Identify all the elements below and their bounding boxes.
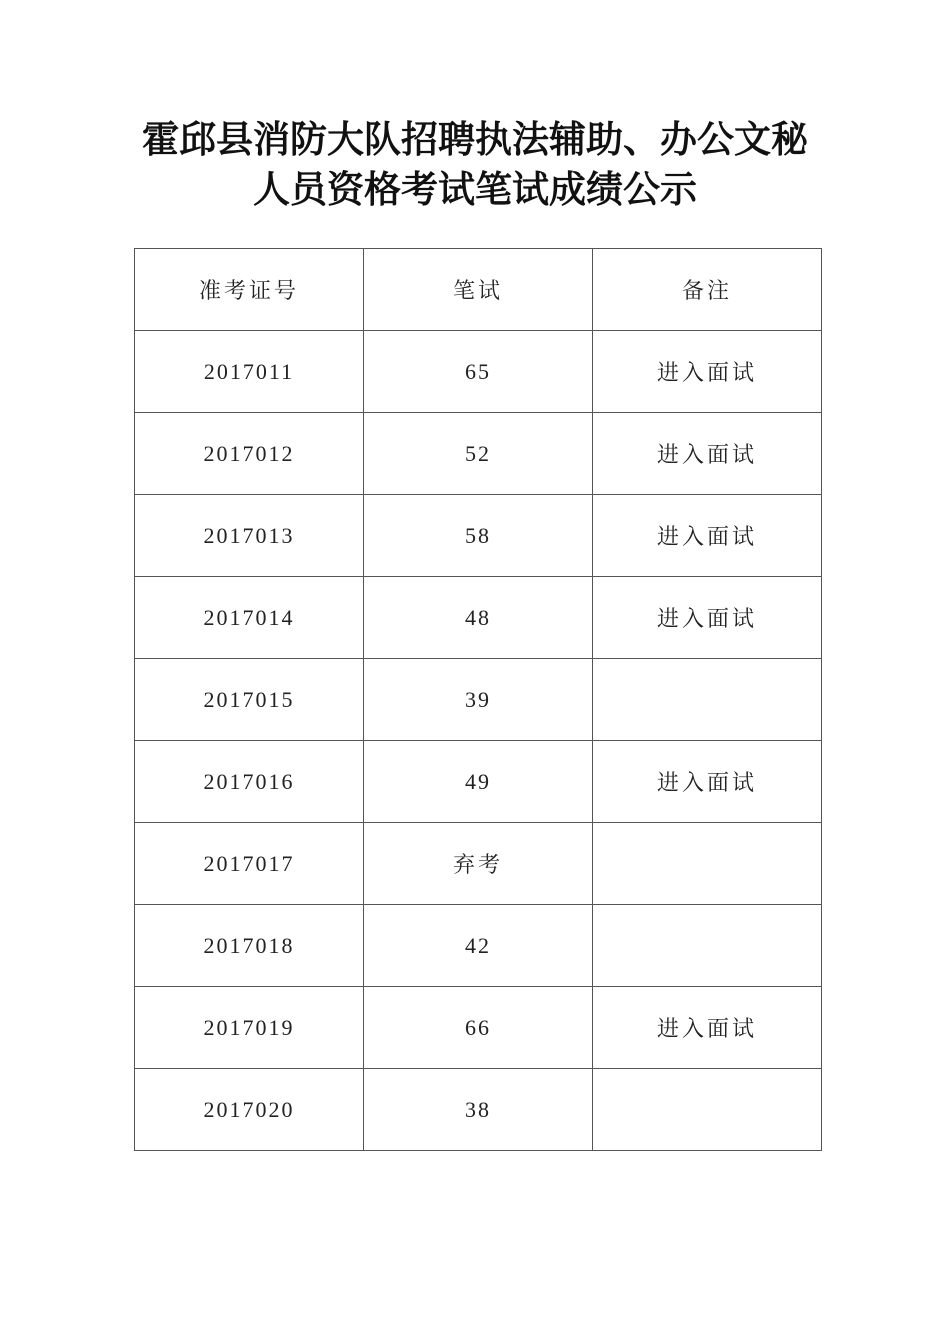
remark-cell: [593, 905, 822, 987]
table-row: [135, 331, 822, 413]
header-written-score: 笔试: [364, 249, 593, 331]
score-cell: 42: [364, 905, 593, 987]
score-cell: 48: [364, 577, 593, 659]
remark-cell: [593, 1069, 822, 1151]
remark-cell: [593, 823, 822, 905]
table-row: [135, 987, 822, 1069]
exam-id-cell: 2017013: [135, 495, 364, 577]
table-row: [135, 659, 822, 741]
table-row: [135, 741, 822, 823]
table-header-row: [135, 249, 822, 331]
exam-id-cell: 2017015: [135, 659, 364, 741]
exam-id-cell: 2017016: [135, 741, 364, 823]
table-row: [135, 823, 822, 905]
remark-cell: 进入面试: [593, 987, 822, 1069]
score-cell: 39: [364, 659, 593, 741]
remark-cell: 进入面试: [593, 413, 822, 495]
exam-id-cell: 2017017: [135, 823, 364, 905]
header-remark: 备注: [593, 249, 822, 331]
table-row: [135, 905, 822, 987]
table-row: [135, 577, 822, 659]
score-table: [134, 248, 822, 1151]
table-row: [135, 495, 822, 577]
exam-id-cell: 2017019: [135, 987, 364, 1069]
score-cell: 38: [364, 1069, 593, 1151]
exam-id-cell: 2017011: [135, 331, 364, 413]
score-cell: 52: [364, 413, 593, 495]
title-line-1: 霍邱县消防大队招聘执法辅助、办公文秘: [142, 117, 808, 161]
title-line-2: 人员资格考试笔试成绩公示: [253, 167, 697, 211]
page-title: [0, 114, 950, 214]
remark-cell: [593, 659, 822, 741]
score-cell: 65: [364, 331, 593, 413]
exam-id-cell: 2017018: [135, 905, 364, 987]
exam-id-cell: 2017020: [135, 1069, 364, 1151]
header-exam-id: 准考证号: [135, 249, 364, 331]
remark-cell: 进入面试: [593, 577, 822, 659]
score-cell: 66: [364, 987, 593, 1069]
exam-id-cell: 2017014: [135, 577, 364, 659]
table-row: [135, 413, 822, 495]
remark-cell: 进入面试: [593, 331, 822, 413]
remark-cell: 进入面试: [593, 741, 822, 823]
score-cell: 弃考: [364, 823, 593, 905]
exam-id-cell: 2017012: [135, 413, 364, 495]
table-row: [135, 1069, 822, 1151]
score-cell: 49: [364, 741, 593, 823]
remark-cell: 进入面试: [593, 495, 822, 577]
score-cell: 58: [364, 495, 593, 577]
